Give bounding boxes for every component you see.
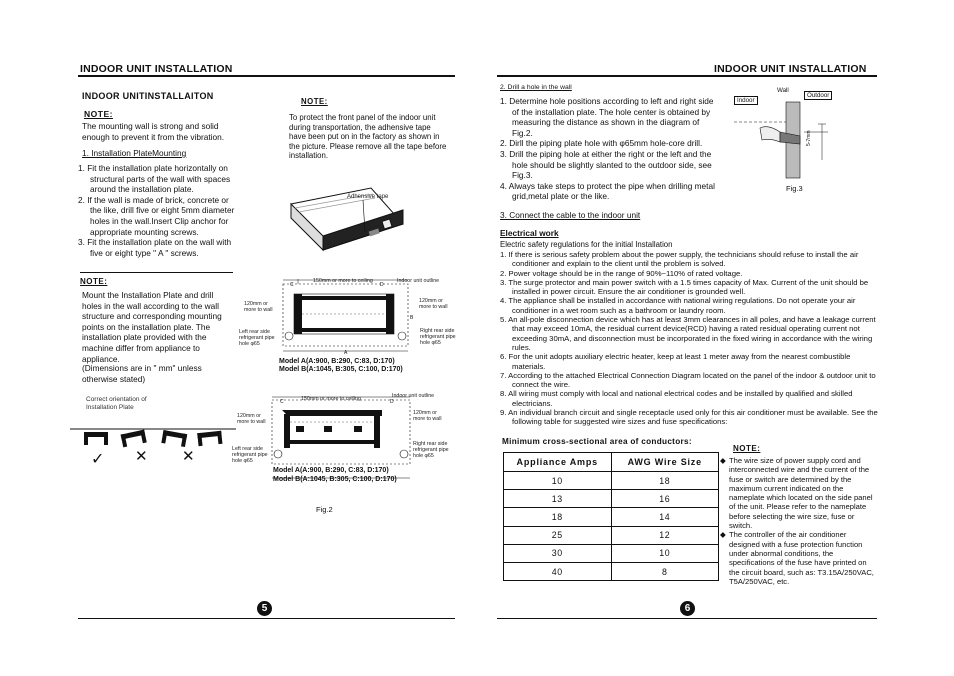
- list-item: [720, 456, 878, 530]
- model-a-label: Model A(A:900, B:290, C:83, D:170): [279, 358, 395, 365]
- table-cell: 30: [504, 544, 612, 562]
- right-wall-label: 120mm or more to wall: [413, 410, 442, 423]
- min-cross-title: Minimum cross-sectional area of conductors:: [502, 437, 692, 446]
- wire-size-table: [503, 452, 719, 581]
- header-left: INDOOR UNIT INSTALLATION: [80, 63, 233, 75]
- table-cell: 12: [611, 526, 719, 544]
- table-header: AWG Wire Size: [611, 453, 719, 472]
- list-item: 1. If there is serious safety problem about the power supply, the technicians should refuse to install the air conditioner and explain to the client until the problem is solved.: [500, 250, 859, 269]
- table-cell: 10: [504, 472, 612, 490]
- list-item: 3. The surge protector and main power switch with a 1.5 times capacity of Max. Current of the unit should be installed in power circuit. Ensure the air conditioner is grounded well.: [500, 277, 869, 297]
- header-rule-right: [497, 75, 877, 77]
- note-text: The mounting wall is strong and solid enough to prevent it from the vibration.: [82, 121, 225, 142]
- divider: [80, 272, 233, 273]
- list-item: 5. An all-pole disconnection device which has at least 3mm clearances in all poles, and have a leakage current that may exceed 10mA, the residual current device(RCD) having a rated residual operating current not exceeding 30mA, and disconnection must be incorporated in the fixed wiring in accordance with the wiring rules.: [500, 315, 876, 352]
- list-item: 4. The appliance shall be installed in accordance with national wiring regulations. Do not operate your air conditioner in a wet room such as a bathroom or laundry room.: [500, 296, 856, 315]
- indoor-label: Indoor: [734, 96, 758, 105]
- wall-hole-diagram: [734, 96, 844, 182]
- table-row: [504, 472, 719, 490]
- outline-label: Indoor unit outline: [392, 393, 435, 399]
- model-a-label: Model A(A:900, B:290, C:83, D:170): [273, 467, 389, 474]
- indoor-unit-illustration: [283, 184, 408, 254]
- electrical-title: Electrical work: [500, 228, 559, 238]
- electrical-items: [500, 250, 878, 427]
- table-cell: 14: [611, 508, 719, 526]
- right-pipe-label: Right rear side refrigerant pipe hole φ65: [413, 441, 449, 460]
- list-item: 9. An individual branch circuit and single receptacle used only for this air conditioner must be available. See the following table for suggested wire sizes and fuse specifications:: [500, 408, 878, 427]
- note-text: To protect the front panel of the indoor unit during transportation, the adhensive tape have been put on in the factory as shown in the picture. Please remove all the tape before installation.: [289, 113, 447, 161]
- page-number-right: 6: [680, 601, 695, 616]
- left-wall-label: 120mm or more to wall: [244, 301, 273, 314]
- header-right: INDOOR UNIT INSTALLATION: [714, 63, 867, 75]
- subsection-title: 1. Installation PlateMounting: [82, 148, 187, 158]
- right-wall-label: 120mm or more to wall: [419, 298, 448, 311]
- ceiling-label: 150mm or more to ceiling: [313, 278, 373, 284]
- model-b-label: Model B(A:1045, B:305, C:100, D:170): [273, 476, 397, 483]
- footer-rule-left: [78, 618, 455, 619]
- svg-text:C: C: [280, 399, 284, 405]
- list-item: 2. If the wall is made of brick, concrete or the like, drill five or eight 5mm diameter holes in the wall.Insert Clip anchor for appropriate mounting screws.: [78, 194, 235, 237]
- list-item: [720, 530, 878, 586]
- slant-label: 5-7mm: [806, 130, 812, 146]
- subsection-title: 3. Connect the cable to the indoor unit: [500, 210, 641, 220]
- table-header-row: [504, 453, 719, 472]
- note-list: [720, 456, 878, 586]
- table-row: [504, 490, 719, 508]
- adhesive-label: Adhensive tape: [347, 194, 389, 200]
- svg-text:D: D: [390, 399, 394, 405]
- ceiling-label: 150mm or more to ceiling: [301, 396, 361, 402]
- note-label: NOTE:: [84, 109, 113, 119]
- list-item: 3. Drill the piping hole at either the right or the left and the hole should be slightly slanted to the outdoor side, see Fig.3.: [500, 148, 712, 181]
- dimensions-note: (Dimensions are in " mm" unless otherwise stated): [82, 363, 202, 384]
- list-item: 2. Power voltage should be in the range of 90%~110% of rated voltage.: [500, 268, 743, 278]
- table-cell: 8: [611, 562, 719, 580]
- mounting-steps: [78, 163, 236, 258]
- section-title: INDOOR UNITINSTALLAITON: [82, 91, 214, 101]
- left-wall-label: 120mm or more to wall: [237, 413, 266, 426]
- electrical-intro: Electric safety regulations for the initial Installation: [500, 240, 673, 249]
- orientation-caption: Correct orientation of Installation Plate: [86, 396, 147, 411]
- note-label: NOTE:: [301, 97, 328, 106]
- list-item: 2. Dirll the piping plate hole with φ65mm hole-core drill.: [500, 138, 703, 149]
- table-row: [504, 508, 719, 526]
- footer-rule-right: [497, 618, 877, 619]
- list-item: 1. Fit the installation plate horizontally on structural parts of the wall with spaces around the installation plate.: [78, 163, 231, 195]
- left-pipe-label: Left rear side refrigerant pipe hole φ65: [239, 329, 275, 348]
- table-cell: 40: [504, 562, 612, 580]
- bullet-icon: ◆: [720, 456, 726, 465]
- list-item: 6. For the unit adopts auxiliary electric heater, keep at least 1 meter away from the nearest combustible materials.: [500, 352, 851, 371]
- svg-text:C: C: [290, 282, 294, 288]
- note-label: NOTE:: [733, 444, 761, 453]
- list-item: 4. Always take steps to protect the pipe when drilling metal grid,metal plate or the like.: [500, 180, 715, 202]
- table-cell: 25: [504, 526, 612, 544]
- note-text: Mount the Installation Plate and drill holes in the wall according to the wall structure and corresponding mounting points on the installation plate. The installation plate provided with the machine differ from appliance to appliance.: [82, 290, 222, 364]
- header-rule-left: [78, 75, 455, 77]
- orientation-diagram: [70, 412, 240, 468]
- table-row: [504, 544, 719, 562]
- fig2-caption: Fig.2: [316, 505, 333, 514]
- cross-icon: ✕: [182, 448, 195, 465]
- drill-steps: [500, 96, 722, 202]
- table-cell: 16: [611, 490, 719, 508]
- svg-text:D: D: [380, 282, 384, 288]
- left-pipe-label: Left rear side refrigerant pipe hole φ65: [232, 446, 268, 465]
- svg-text:A: A: [344, 350, 348, 356]
- table-row: [504, 526, 719, 544]
- outdoor-label: Outdoor: [804, 91, 832, 100]
- table-cell: 10: [611, 544, 719, 562]
- plate-correct: [84, 432, 108, 445]
- table-header: Appliance Amps: [504, 453, 612, 472]
- note-label: NOTE:: [80, 277, 108, 286]
- model-b-label: Model B(A:1045, B:305, C:100, D:170): [279, 366, 403, 373]
- table-cell: 18: [504, 508, 612, 526]
- fig3-caption: Fig.3: [786, 184, 803, 193]
- wall-label: Wall: [777, 87, 789, 94]
- table-row: [504, 562, 719, 580]
- list-item: 3. Fit the installation plate on the wall with five or eight type " A " screws.: [78, 237, 232, 258]
- svg-text:B: B: [410, 315, 414, 321]
- outline-label: Indoor unit outline: [397, 278, 440, 284]
- page-number-left: 5: [257, 601, 272, 616]
- subsection-title: 2. Drill a hole in the wall: [500, 84, 572, 91]
- list-item: 8. All wiring must comply with local and national electrical codes and be installed by qualified and skilled electricians.: [500, 389, 853, 408]
- right-pipe-label: Right rear side refrigerant pipe hole φ65: [420, 328, 456, 347]
- check-icon: ✓: [91, 451, 105, 468]
- bullet-icon: ◆: [720, 530, 726, 540]
- cross-icon: ✕: [135, 448, 148, 465]
- note-item-text: The controller of the air conditioner designed with a fuse protection function under abnormal conditions, the specifications of the fuse have printed on the circuit board, such as: T3.15A/250VAC, T5A/250VAC, etc.: [729, 530, 874, 586]
- list-item: 1. Determine hole positions according to left and right side of the installation plate. The hole center is obtained by measuring the distance as shown in the diagram of Fig.2.: [500, 96, 714, 138]
- list-item: 7. According to the attached Electrical Connection Diagram located on the panel of the indoor & outdoor unit to connect the wire.: [500, 370, 876, 390]
- note-item-text: The wire size of power supply cord and interconnected wire and the current of the fuse or switch are determined by the maximum current indicated on the nameplate which located on the side panel of the unit. Please refer to the nameplate before selecting the wire size, fuse or switch.: [729, 456, 873, 531]
- table-cell: 13: [504, 490, 612, 508]
- table-cell: 18: [611, 472, 719, 490]
